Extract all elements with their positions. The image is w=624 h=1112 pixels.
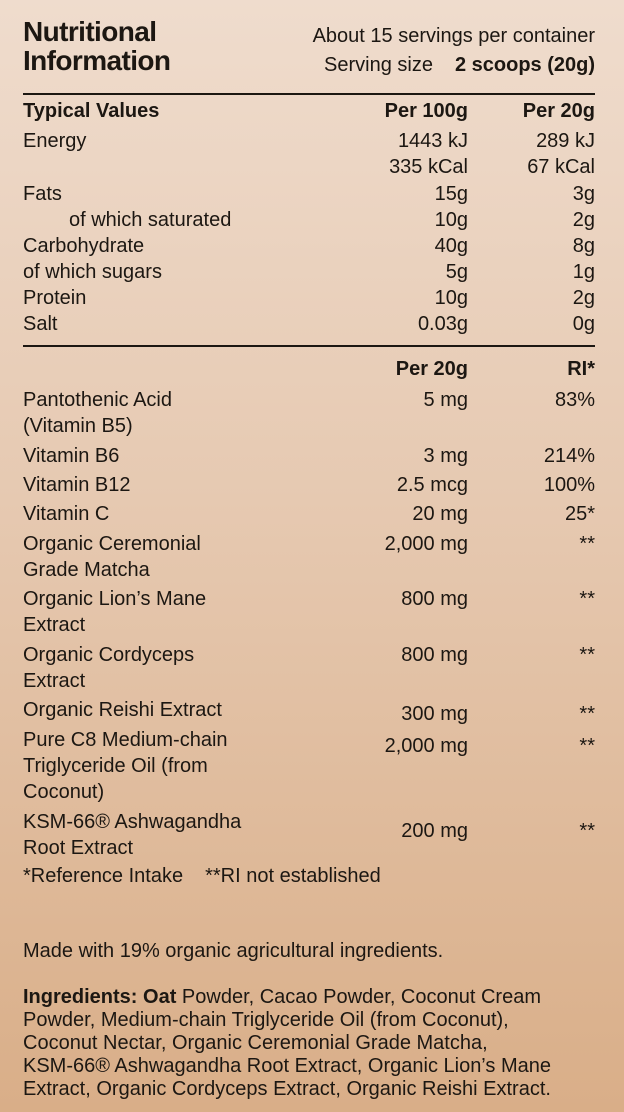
footnotes: [23, 865, 381, 888]
label-line: Grade Matcha: [23, 559, 150, 581]
nutrition-label: [23, 0, 595, 1100]
row-ri: 83%: [554, 389, 595, 411]
row-per20: 3g: [572, 183, 595, 205]
row-per20: 67 kCal: [527, 156, 595, 178]
ingredients-text: Powder, Medium-chain Triglyceride Oil (from Coconut),: [23, 1009, 509, 1031]
row-ri: 100%: [543, 474, 595, 496]
row-amount: 3 mg: [423, 445, 468, 467]
row-amount: 20 mg: [412, 503, 468, 525]
row-label: Vitamin B6: [23, 445, 120, 467]
serving-size: [324, 54, 595, 77]
ingredients-text: Powder, Cacao Powder, Coconut Cream: [176, 986, 541, 1008]
row-label: Fats: [23, 183, 62, 205]
label-line: Extract: [23, 670, 86, 692]
row-label: [23, 531, 201, 583]
row-ri: **: [579, 703, 595, 725]
label-line: Organic Lion’s Mane: [23, 588, 207, 610]
row-ri: **: [579, 533, 595, 555]
label-line: Triglyceride Oil (from: [23, 755, 208, 777]
row-per20: 8g: [572, 235, 595, 257]
label-title: [23, 17, 170, 75]
row-per100: 1443 kJ: [397, 130, 468, 152]
row-label: Vitamin C: [23, 503, 110, 525]
label-line: Organic Cordyceps: [23, 644, 195, 666]
row-per100: 10g: [434, 287, 468, 309]
row-per100: 335 kCal: [389, 156, 468, 178]
servings-per-container: About 15 servings per container: [312, 25, 595, 47]
title-line-2: Information: [23, 45, 171, 76]
row-label: Energy: [23, 130, 87, 152]
ingredients-label: Ingredients: Oat: [23, 986, 177, 1008]
label-header: [23, 0, 595, 90]
row-label: [23, 387, 172, 439]
row-ri: **: [579, 588, 595, 610]
row-per100: 10g: [434, 209, 468, 231]
row-per100: 0.03g: [417, 313, 468, 335]
row-label: [23, 727, 228, 805]
header-typical-values: Typical Values: [23, 100, 160, 122]
row-per20: 2g: [572, 209, 595, 231]
row-amount: 5 mg: [423, 389, 468, 411]
header-divider: [23, 93, 595, 95]
label-line: Extract: [23, 614, 86, 636]
row-label: Vitamin B12: [23, 474, 131, 496]
organic-statement: Made with 19% organic agricultural ingredients.: [23, 940, 444, 962]
label-line: Pantothenic Acid: [23, 389, 172, 411]
ingredients-text: Extract, Organic Cordyceps Extract, Organic Reishi Extract.: [23, 1078, 551, 1100]
row-amount: 2,000 mg: [384, 533, 468, 555]
title-line-1: Nutritional: [23, 16, 157, 47]
label-line: Coconut): [23, 781, 105, 803]
header-per-100g: Per 100g: [384, 100, 468, 122]
row-amount: 2.5 mcg: [396, 474, 468, 496]
ingredients-text: KSM-66® Ashwagandha Root Extract, Organic Lion’s Mane: [23, 1055, 551, 1077]
label-line: Pure C8 Medium-chain: [23, 729, 228, 751]
row-per20: 1g: [572, 261, 595, 283]
row-ri: 25*: [564, 503, 595, 525]
row-ri: **: [579, 820, 595, 842]
ingredients-text: Coconut Nectar, Organic Ceremonial Grade Matcha,: [23, 1032, 488, 1054]
row-amount: 200 mg: [401, 820, 468, 842]
header-per-20g: Per 20g: [395, 358, 468, 380]
row-label: [23, 586, 206, 638]
row-amount: 800 mg: [401, 588, 468, 610]
label-line: Organic Ceremonial: [23, 533, 201, 555]
row-per20: 2g: [572, 287, 595, 309]
row-amount: 800 mg: [401, 644, 468, 666]
label-line: (Vitamin B5): [23, 415, 133, 437]
row-label: Protein: [23, 287, 87, 309]
row-label: of which saturated: [69, 209, 232, 231]
serving-size-value: 2 scoops (20g): [454, 54, 595, 76]
row-label: Carbohydrate: [23, 235, 145, 257]
row-amount: 2,000 mg: [384, 735, 468, 757]
header-per-20g: Per 20g: [522, 100, 595, 122]
row-per20: 0g: [572, 313, 595, 335]
row-label: [23, 809, 241, 861]
table-divider: [23, 345, 595, 347]
row-label: of which sugars: [23, 261, 162, 283]
row-per100: 5g: [445, 261, 468, 283]
serving-size-label: Serving size: [324, 54, 433, 76]
row-per100: 40g: [434, 235, 468, 257]
row-label: [23, 642, 194, 694]
row-ri: 214%: [543, 445, 595, 467]
row-amount: 300 mg: [401, 703, 468, 725]
header-ri: RI*: [567, 358, 595, 380]
label-line: KSM-66® Ashwagandha: [23, 811, 242, 833]
row-ri: **: [579, 644, 595, 666]
row-label: Organic Reishi Extract: [23, 699, 222, 721]
footnote-reference-intake: *Reference Intake: [23, 865, 184, 887]
ingredients-list: [23, 986, 595, 1101]
row-per100: 15g: [434, 183, 468, 205]
row-label: Salt: [23, 313, 58, 335]
row-ri: **: [579, 735, 595, 757]
label-line: Root Extract: [23, 837, 134, 859]
footnote-ri-not-established: **RI not established: [205, 865, 381, 887]
row-per20: 289 kJ: [536, 130, 595, 152]
